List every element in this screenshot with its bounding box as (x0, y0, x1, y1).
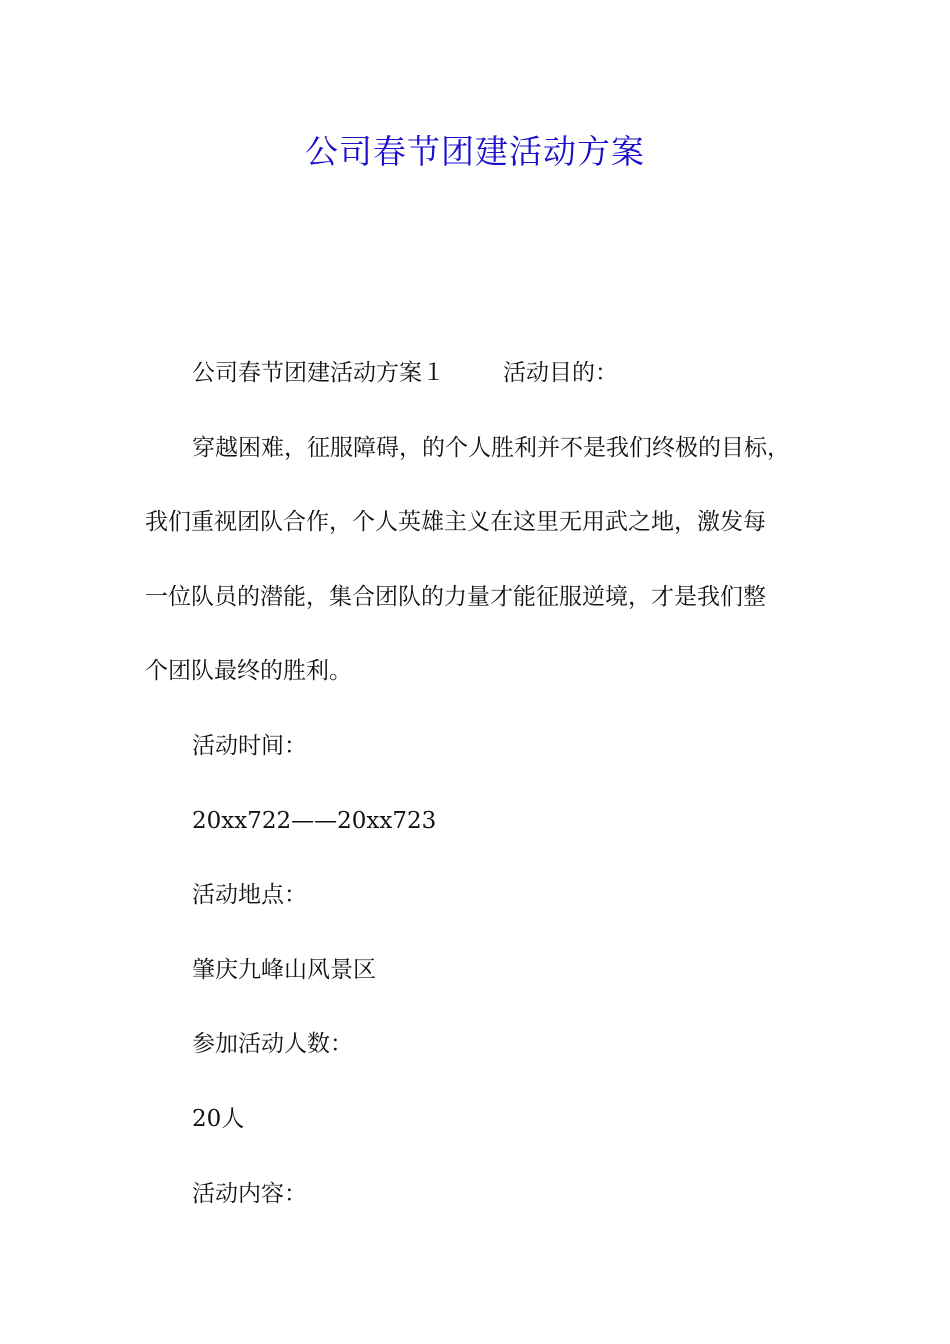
purpose-line-2: 我们重视团队合作，个人英雄主义在这里无用武之地，激发每 (145, 509, 766, 536)
time-value: 20xx722——20xx723 (192, 807, 437, 834)
heading-paragraph (145, 336, 835, 411)
purpose-line-3: 一位队员的潜能，集合团队的力量才能征服逆境，才是我们整 (145, 583, 766, 610)
location-label: 活动地点： (192, 882, 307, 909)
document-body (145, 336, 835, 1231)
content-label: 活动内容： (192, 1180, 307, 1207)
participants-label: 参加活动人数： (192, 1031, 353, 1058)
location-value: 肇庆九峰山风景区 (192, 956, 376, 983)
purpose-label: 活动目的： (503, 360, 618, 386)
purpose-line-4: 个团队最终的胜利。 (145, 658, 352, 685)
section-heading: 公司春节团建活动方案１ (192, 360, 445, 386)
time-label: 活动时间： (192, 732, 307, 759)
document-title: 公司春节团建活动方案 (305, 132, 645, 171)
participants-value: 20人 (192, 1105, 245, 1132)
purpose-line-1: 穿越困难，征服障碍，的个人胜利并不是我们终极的目标， (192, 434, 790, 461)
